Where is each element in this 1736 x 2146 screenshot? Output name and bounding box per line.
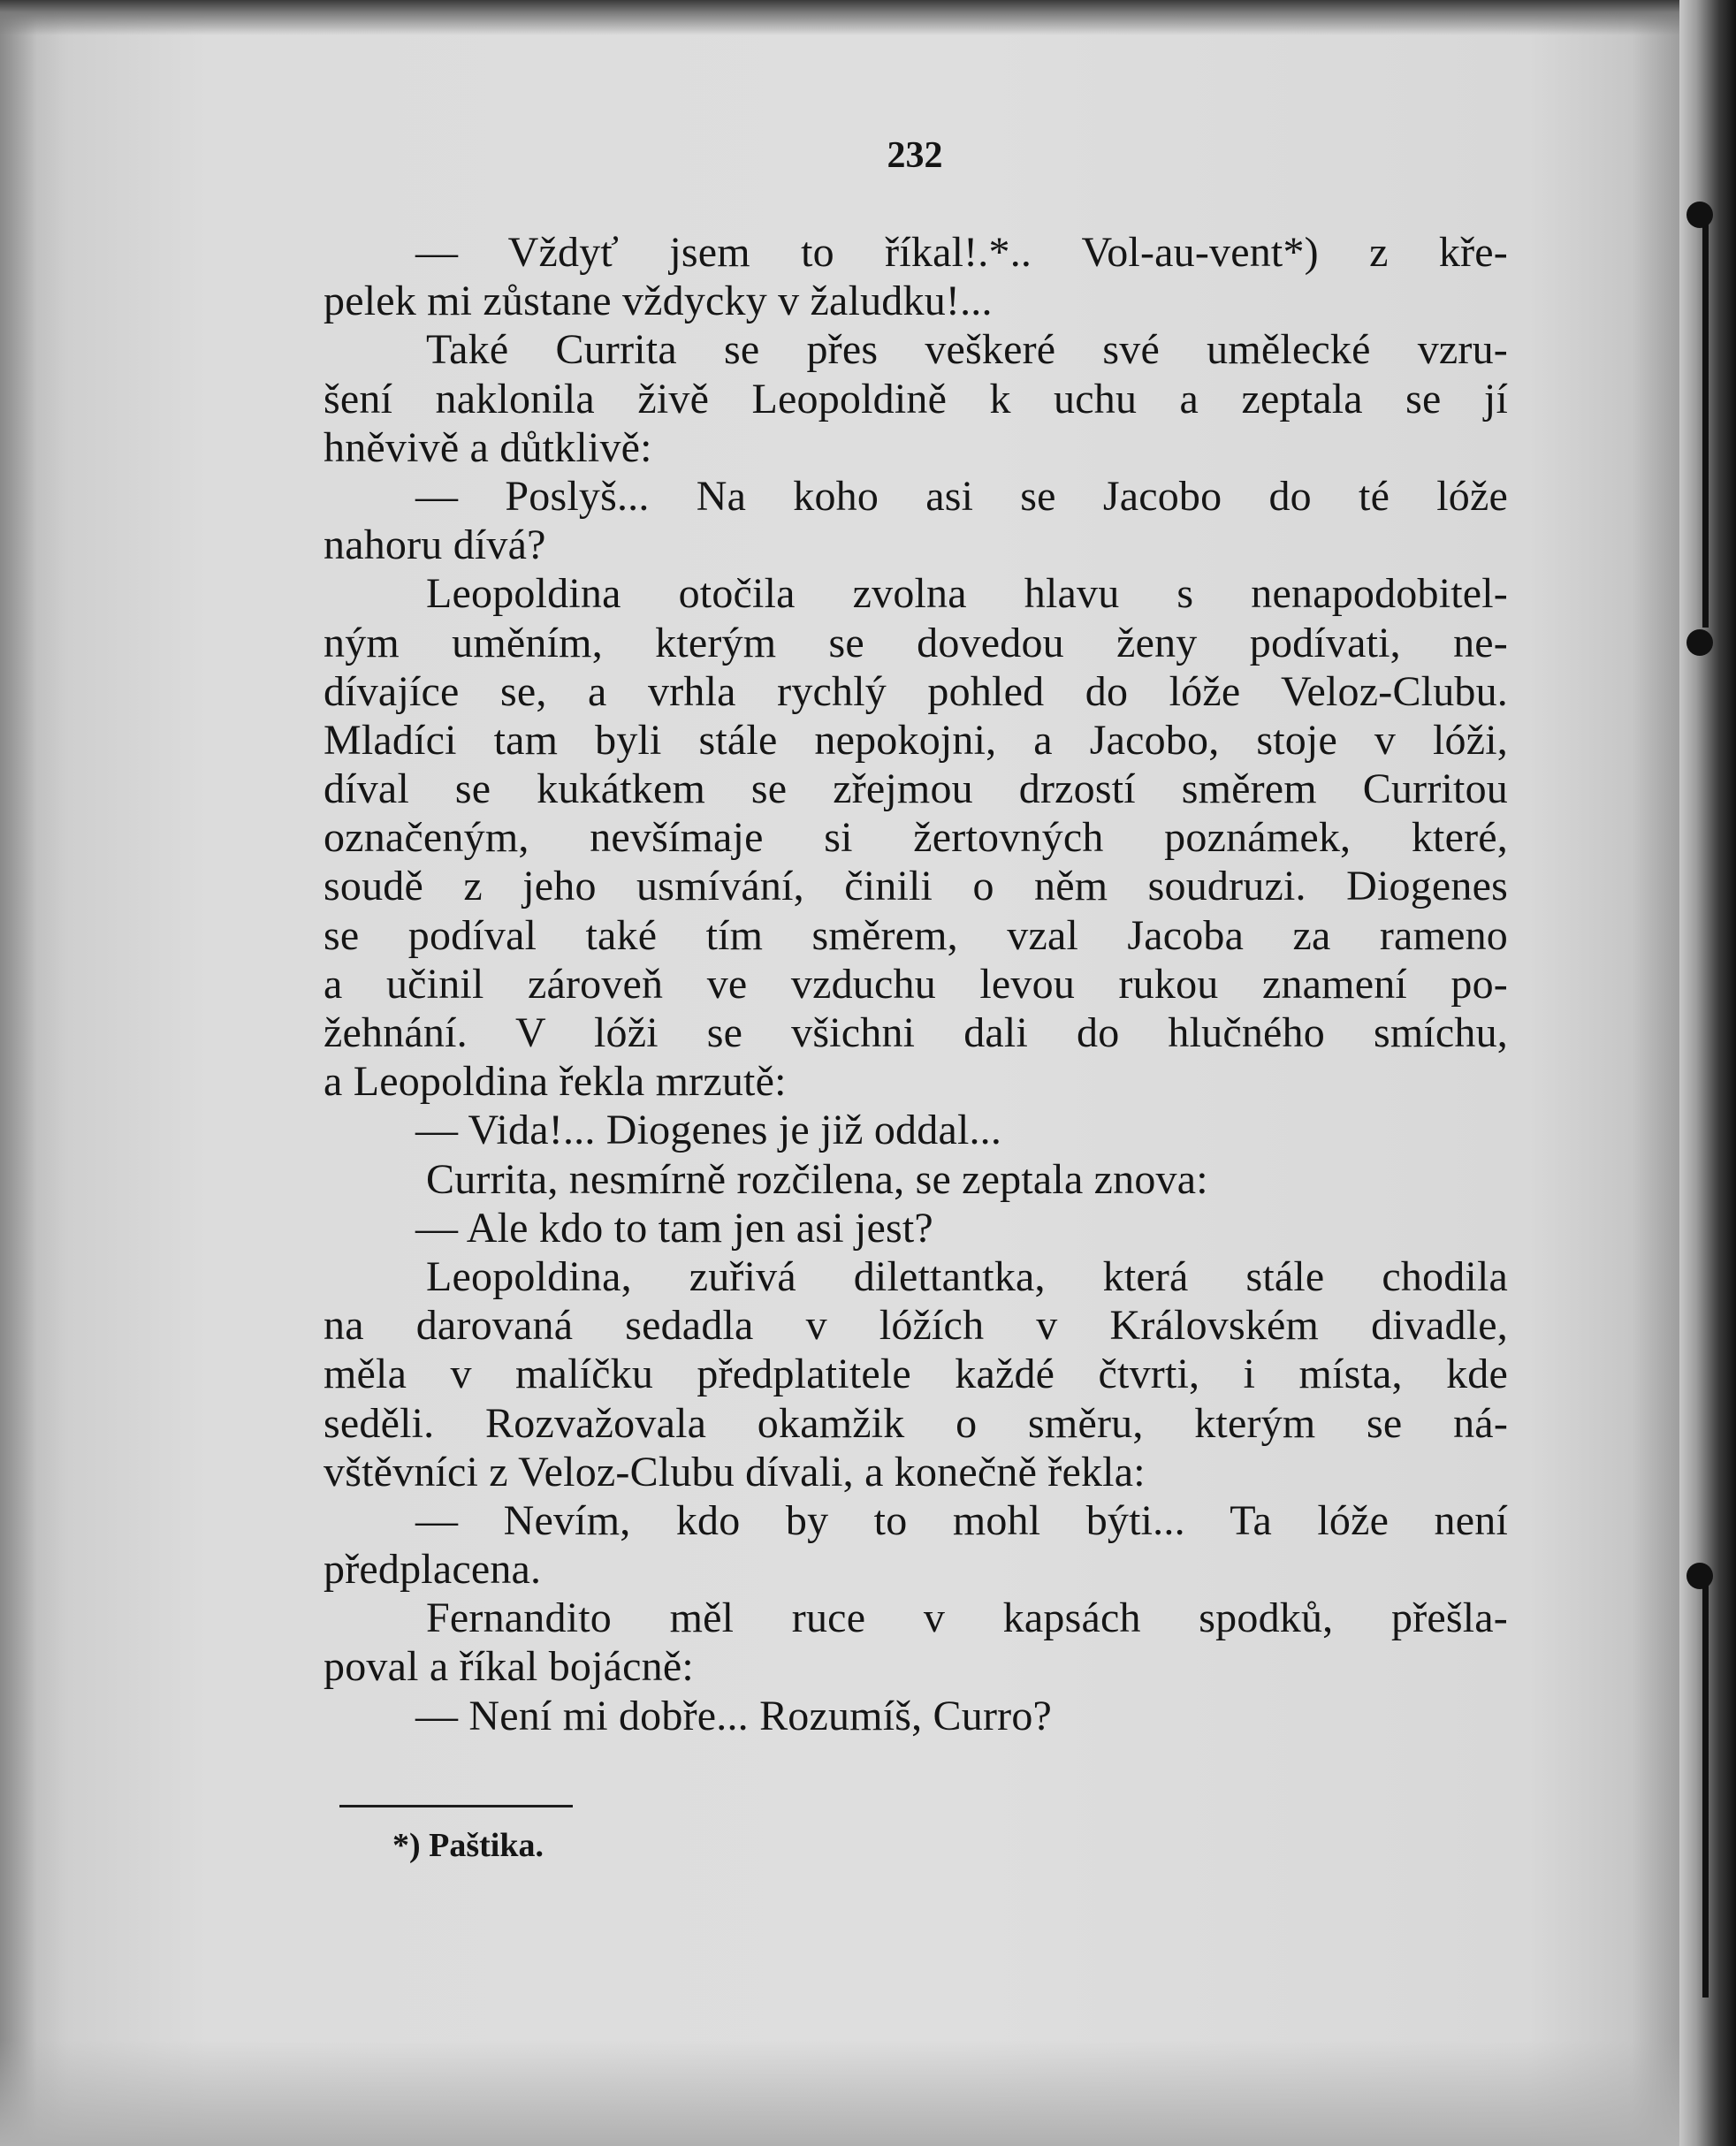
text-line: šení naklonila živě Leopoldině k uchu a zeptala se jí	[324, 375, 1508, 422]
text-line: soudě z jeho usmívání, činili o něm soudruzi. Diogenes	[324, 863, 1508, 910]
text-line: Mladíci tam byli stále nepokojni, a Jacobo, stoje v lóži,	[324, 716, 1508, 764]
gutter-mark	[1702, 212, 1709, 628]
text-line: Také Currita se přes veškeré své umělecké vzru-	[426, 326, 1508, 374]
gutter-mark	[1687, 629, 1713, 656]
page-bottom-shade	[0, 2040, 1736, 2146]
text-line: Fernandito měl ruce v kapsách spodků, přešla-	[426, 1594, 1508, 1642]
text-line: hněvivě a důtklivě:	[324, 423, 652, 471]
page-left-edge	[0, 0, 62, 2146]
text-line: seděli. Rozvažovala okamžik o směru, kterým se ná-	[324, 1399, 1508, 1447]
text-line: — Poslyš... Na koho asi se Jacobo do té lóže	[415, 472, 1508, 520]
page-number: 232	[887, 135, 943, 176]
text-line: nahoru dívá?	[324, 521, 546, 569]
text-line: dívajíce se, a vrhla rychlý pohled do lóže Veloz-Clubu.	[324, 667, 1508, 715]
text-line: předplacena.	[324, 1546, 542, 1594]
text-line: ným uměním, kterým se dovedou ženy podívati, ne-	[324, 619, 1508, 666]
text-line: a Leopoldina řekla mrzutě:	[324, 1058, 787, 1106]
text-line: vštěvníci z Veloz-Clubu dívali, a konečně řekla:	[324, 1448, 1146, 1495]
text-line: díval se kukátkem se zřejmou drzostí směrem Curritou	[324, 765, 1508, 813]
text-line: Currita, nesmírně rozčilena, se zeptala znova:	[426, 1155, 1208, 1203]
text-line: žehnání. V lóži se všichni dali do hlučného smíchu,	[324, 1009, 1508, 1056]
text-line: měla v malíčku předplatitele každé čtvrti, i místa, kde	[324, 1351, 1508, 1398]
gutter-mark	[1687, 202, 1713, 228]
footnote-rule	[339, 1805, 573, 1807]
text-line: poval a říkal bojácně:	[324, 1643, 694, 1691]
footnote: *) Paštika.	[392, 1827, 544, 1864]
text-line: na darovaná sedadla v lóžích v Královském divadle,	[324, 1302, 1508, 1350]
text-line: a učinil zároveň ve vzduchu levou rukou znamení po-	[324, 960, 1508, 1008]
text-line: se podíval také tím směrem, vzal Jacoba za rameno	[324, 911, 1508, 959]
page-top-shadow	[0, 0, 1736, 35]
text-line: — Není mi dobře... Rozumíš, Curro?	[415, 1692, 1053, 1739]
body-text	[324, 228, 1508, 1740]
gutter-mark	[1687, 1563, 1713, 1589]
text-line: Leopoldina otočila zvolna hlavu s nenapodobitel-	[426, 570, 1508, 618]
text-line: označeným, nevšímaje si žertovných poznámek, které,	[324, 814, 1508, 862]
gutter-mark	[1702, 1573, 1709, 1998]
text-line: Leopoldina, zuřivá dilettantka, která stále chodila	[426, 1252, 1508, 1300]
text-line: pelek mi zůstane vždycky v žaludku!...	[324, 278, 993, 325]
text-line: — Nevím, kdo by to mohl býti... Ta lóže není	[415, 1496, 1508, 1544]
text-line: — Vida!... Diogenes je již oddal...	[415, 1107, 1002, 1154]
text-line: — Ale kdo to tam jen asi jest?	[415, 1204, 933, 1252]
text-line: — Vždyť jsem to říkal!.*.. Vol-au-vent*) z kře-	[415, 229, 1508, 276]
